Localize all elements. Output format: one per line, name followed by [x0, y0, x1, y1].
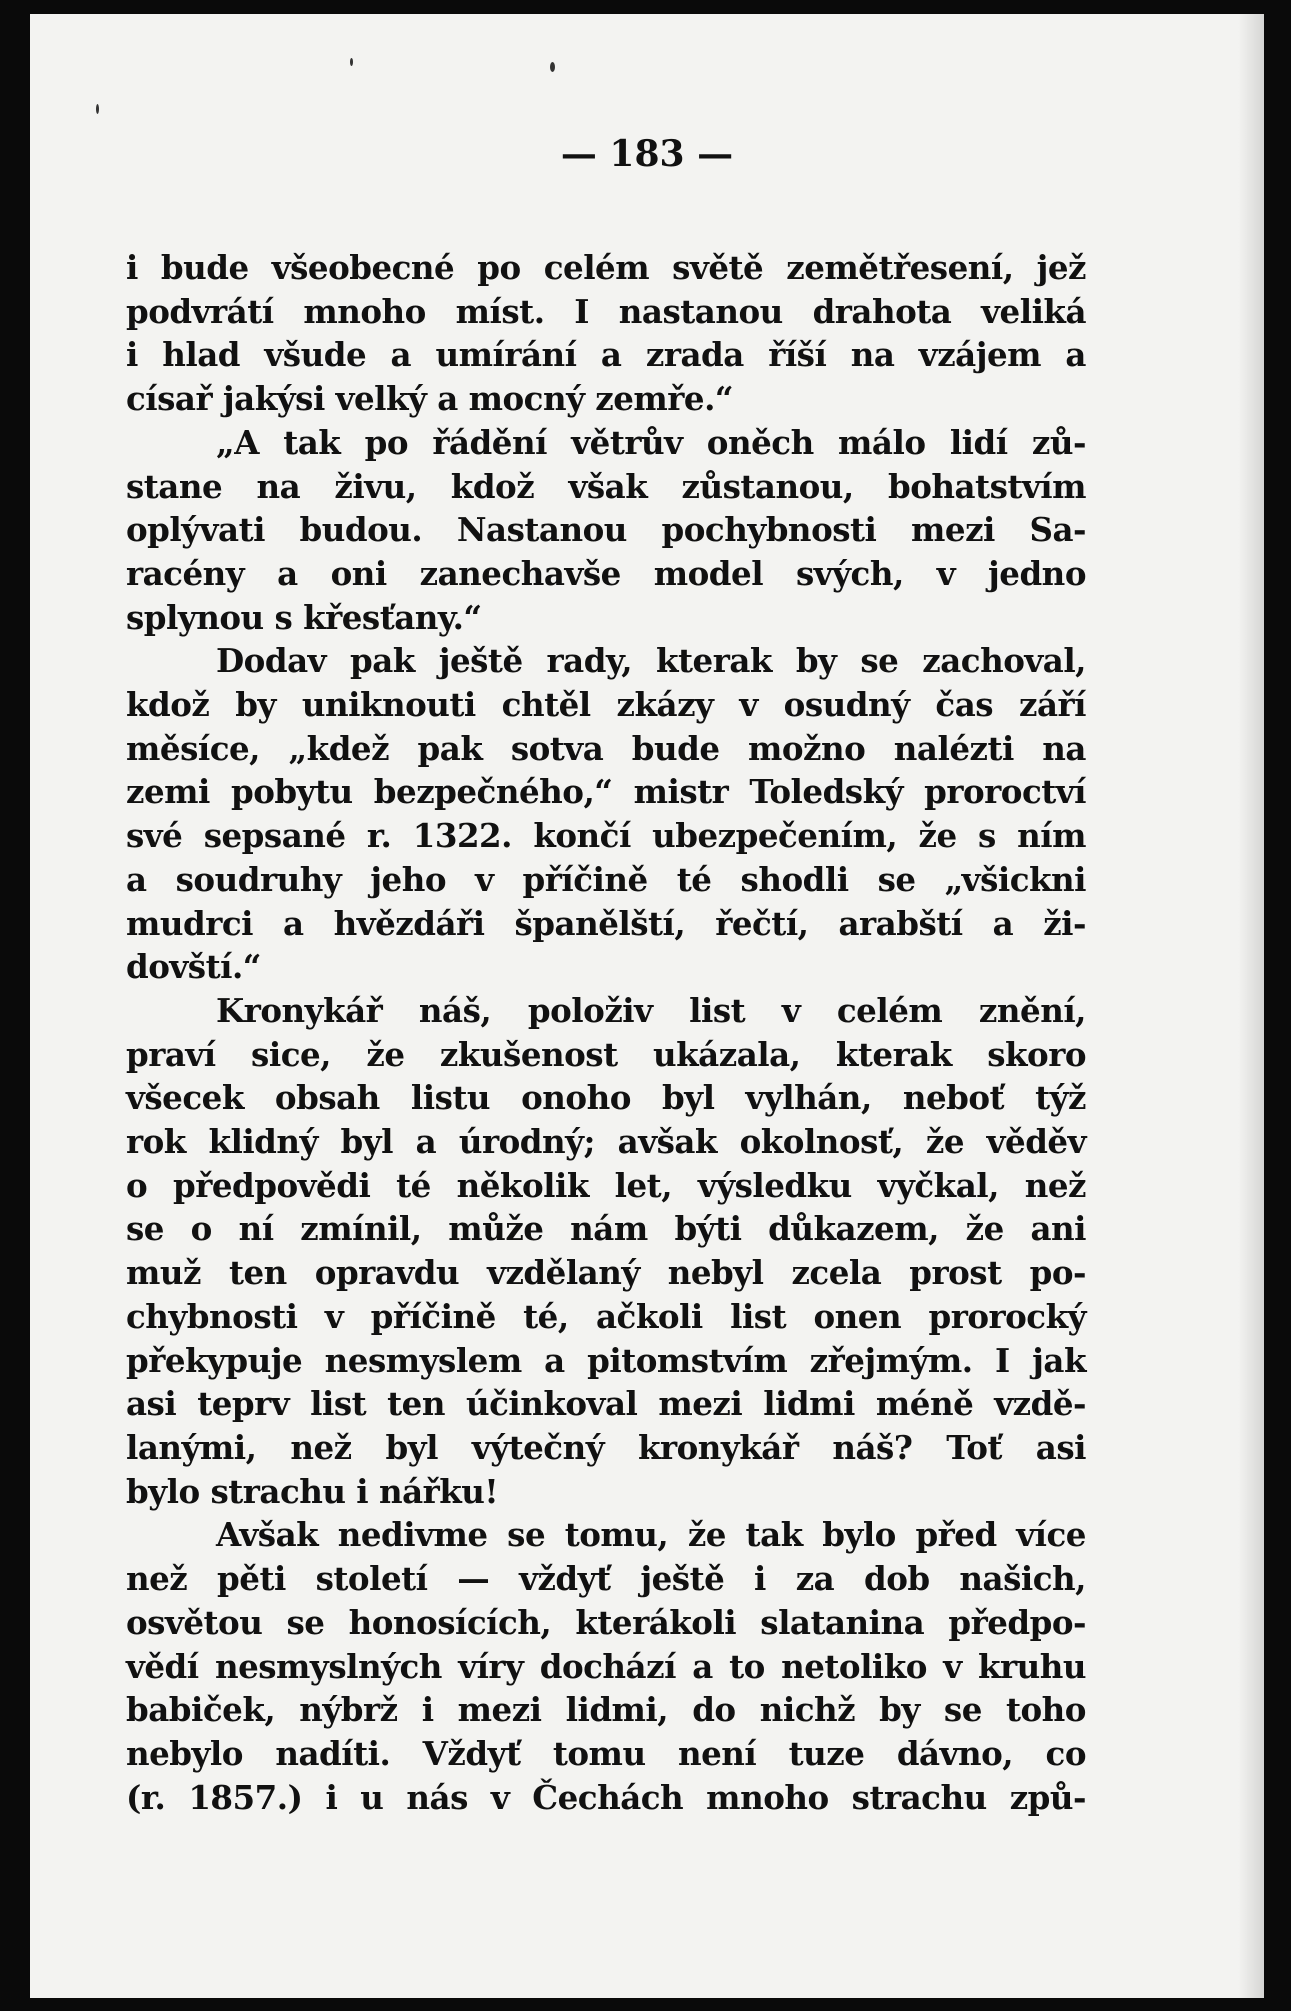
text-line: vědí nesmyslných víry dochází a to netoliko v kruhu — [126, 1646, 1086, 1686]
text-line: babiček, nýbrž i mezi lidmi, do nichž by se toho — [126, 1690, 1086, 1730]
text-line: kdož by uniknouti chtěl zkázy v osudný čas září — [126, 685, 1086, 725]
text-line: měsíce, „kdež pak sotva bude možno nalézti na — [126, 728, 1086, 768]
text-line: než pěti století — vždyť ještě i za dob našich, — [126, 1559, 1086, 1599]
text-line: zemi pobytu bezpečného,“ mistr Toledský proroctví — [126, 772, 1086, 812]
scan-speck — [550, 62, 555, 72]
text-line: Avšak nedivme se tomu, že tak bylo před více — [216, 1515, 1086, 1555]
text-line: i hlad všude a umírání a zrada říší na vzájem a — [126, 335, 1086, 375]
text-line: Kronykář náš, položiv list v celém znění, — [216, 990, 1086, 1030]
text-line: chybnosti v příčině té, ačkoli list onen prorocký — [126, 1296, 1086, 1336]
text-line: nebylo nadíti. Vždyť tomu není tuze dávno, co — [126, 1733, 1086, 1773]
text-line: překypuje nesmyslem a pitomstvím zřejmým. I jak — [126, 1340, 1086, 1380]
text-line: oplývati budou. Nastanou pochybnosti mezi Sa- — [126, 510, 1086, 550]
text-line: splynou s křesťany.“ — [126, 597, 482, 637]
text-line: lanými, než byl výtečný kronykář náš? Toť asi — [126, 1427, 1086, 1467]
page-number: — 183 — — [560, 133, 734, 175]
text-line: muž ten opravdu vzdělaný nebyl zcela prost po- — [126, 1253, 1086, 1293]
text-line: mudrci a hvězdáři španělští, řečtí, arabští a ži- — [126, 903, 1086, 943]
text-line: Dodav pak ještě rady, kterak by se zachoval, — [216, 641, 1086, 681]
text-line: osvětou se honosících, kterákoli slatanina předpo- — [126, 1602, 1086, 1642]
text-line: „A tak po řádění větrův oněch málo lidí zů- — [216, 422, 1086, 462]
text-line: všecek obsah listu onoho byl vylhán, neboť týž — [126, 1078, 1086, 1118]
book-page — [30, 14, 1264, 1998]
text-line: císař jakýsi velký a mocný zemře.“ — [126, 379, 734, 419]
text-line: dovští.“ — [126, 947, 261, 987]
text-line: o předpovědi té několik let, výsledku vyčkal, než — [126, 1165, 1086, 1205]
text-line: asi teprv list ten účinkoval mezi lidmi méně vzdě- — [126, 1384, 1086, 1424]
text-line: i bude všeobecné po celém světě zemětřesení, jež — [126, 248, 1086, 287]
scan-speck — [96, 104, 99, 114]
text-line: své sepsané r. 1322. končí ubezpečením, že s ním — [126, 816, 1086, 856]
text-line: podvrátí mnoho míst. I nastanou drahota veliká — [126, 291, 1086, 331]
scan-speck — [350, 58, 353, 66]
body-text — [126, 246, 1086, 1819]
text-line: rok klidný byl a úrodný; avšak okolnosť, že věděv — [126, 1122, 1086, 1162]
text-line: a soudruhy jeho v příčině té shodli se „všickni — [126, 859, 1086, 899]
text-line: bylo strachu i nářku! — [126, 1471, 499, 1511]
text-line: se o ní zmínil, může nám býti důkazem, že ani — [126, 1209, 1086, 1249]
text-line: stane na živu, kdož však zůstanou, bohatstvím — [126, 466, 1086, 506]
text-line: (r. 1857.) i u nás v Čechách mnoho strachu způ- — [126, 1777, 1086, 1817]
text-line: praví sice, že zkušenost ukázala, kterak skoro — [126, 1034, 1086, 1074]
text-line: racény a oni zanechavše model svých, v jedno — [126, 553, 1086, 593]
